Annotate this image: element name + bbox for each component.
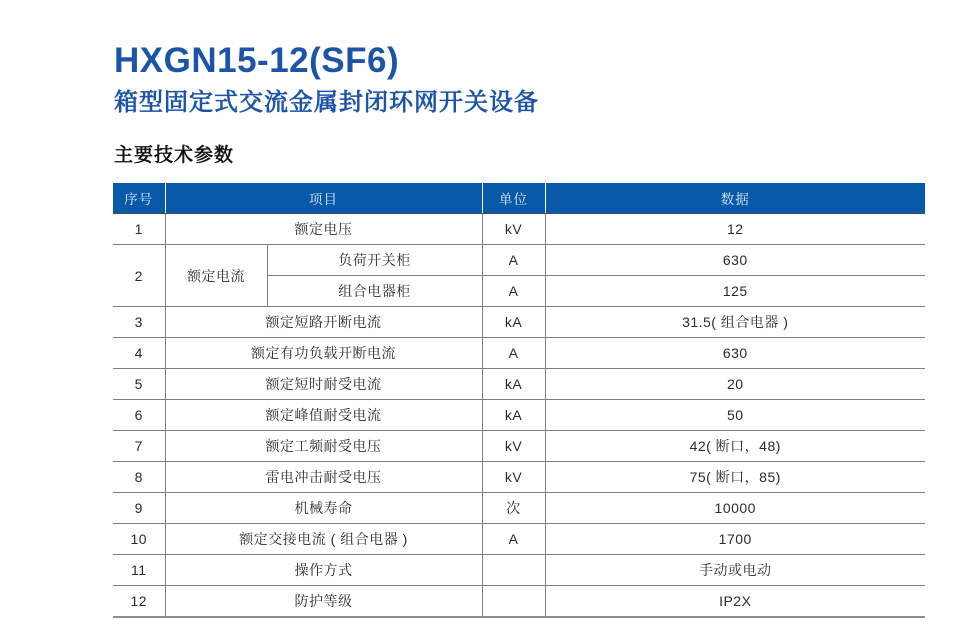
cell-value: 1700 — [545, 524, 925, 555]
page-title: HXGN15-12(SF6) — [114, 41, 400, 80]
cell-no: 5 — [113, 369, 165, 400]
cell-value: 50 — [545, 400, 925, 431]
table-row — [113, 493, 925, 524]
cell-value: IP2X — [545, 586, 925, 618]
cell-item: 雷电冲击耐受电压 — [165, 462, 482, 493]
cell-unit — [482, 586, 545, 618]
table-row — [113, 400, 925, 431]
header-cell-value: 数据 — [545, 183, 925, 214]
cell-value: 630 — [545, 338, 925, 369]
cell-unit: 次 — [482, 493, 545, 524]
cell-unit: A — [482, 276, 545, 307]
table-row — [113, 245, 925, 276]
table-row — [113, 214, 925, 245]
cell-value: 20 — [545, 369, 925, 400]
cell-item: 操作方式 — [165, 555, 482, 586]
cell-value: 10000 — [545, 493, 925, 524]
cell-unit: kV — [482, 462, 545, 493]
section-heading: 主要技术参数 — [114, 145, 235, 166]
cell-unit: kA — [482, 400, 545, 431]
table-row — [113, 586, 925, 618]
cell-item: 额定峰值耐受电流 — [165, 400, 482, 431]
table-row — [113, 462, 925, 493]
cell-unit: A — [482, 338, 545, 369]
cell-unit: kV — [482, 431, 545, 462]
table-header-row — [113, 183, 925, 214]
cell-value: 630 — [545, 245, 925, 276]
cell-unit: A — [482, 524, 545, 555]
cell-no: 6 — [113, 400, 165, 431]
cell-value: 手动或电动 — [545, 555, 925, 586]
cell-no: 11 — [113, 555, 165, 586]
cell-unit — [482, 555, 545, 586]
cell-value: 125 — [545, 276, 925, 307]
cell-item: 额定电流 — [165, 245, 267, 307]
cell-no: 9 — [113, 493, 165, 524]
cell-unit: kA — [482, 307, 545, 338]
header-cell-item: 项目 — [165, 183, 482, 214]
cell-unit: kA — [482, 369, 545, 400]
cell-sub-item: 负荷开关柜 — [267, 245, 482, 276]
table-row — [113, 369, 925, 400]
header-cell-unit: 单位 — [482, 183, 545, 214]
cell-item: 额定有功负载开断电流 — [165, 338, 482, 369]
cell-value: 42( 断口，48) — [545, 431, 925, 462]
table-row — [113, 555, 925, 586]
page-subtitle: 箱型固定式交流金属封闭环网开关设备 — [114, 89, 539, 116]
table-row — [113, 307, 925, 338]
cell-no: 1 — [113, 214, 165, 245]
technical-parameters-table — [113, 183, 925, 618]
cell-value: 12 — [545, 214, 925, 245]
cell-no: 3 — [113, 307, 165, 338]
cell-no: 10 — [113, 524, 165, 555]
cell-value: 31.5( 组合电器 ) — [545, 307, 925, 338]
cell-value: 75( 断口，85) — [545, 462, 925, 493]
cell-item: 额定短路开断电流 — [165, 307, 482, 338]
cell-no: 8 — [113, 462, 165, 493]
header-cell-no: 序号 — [113, 183, 165, 214]
cell-sub-item: 组合电器柜 — [267, 276, 482, 307]
table-row — [113, 431, 925, 462]
cell-item: 额定交接电流 ( 组合电器 ) — [165, 524, 482, 555]
cell-item: 机械寿命 — [165, 493, 482, 524]
cell-no: 2 — [113, 245, 165, 307]
cell-item: 额定短时耐受电流 — [165, 369, 482, 400]
cell-no: 7 — [113, 431, 165, 462]
cell-no: 4 — [113, 338, 165, 369]
cell-unit: A — [482, 245, 545, 276]
table-row — [113, 338, 925, 369]
cell-item: 额定工频耐受电压 — [165, 431, 482, 462]
cell-item: 防护等级 — [165, 586, 482, 618]
cell-item: 额定电压 — [165, 214, 482, 245]
table-row — [113, 524, 925, 555]
cell-no: 12 — [113, 586, 165, 618]
cell-unit: kV — [482, 214, 545, 245]
